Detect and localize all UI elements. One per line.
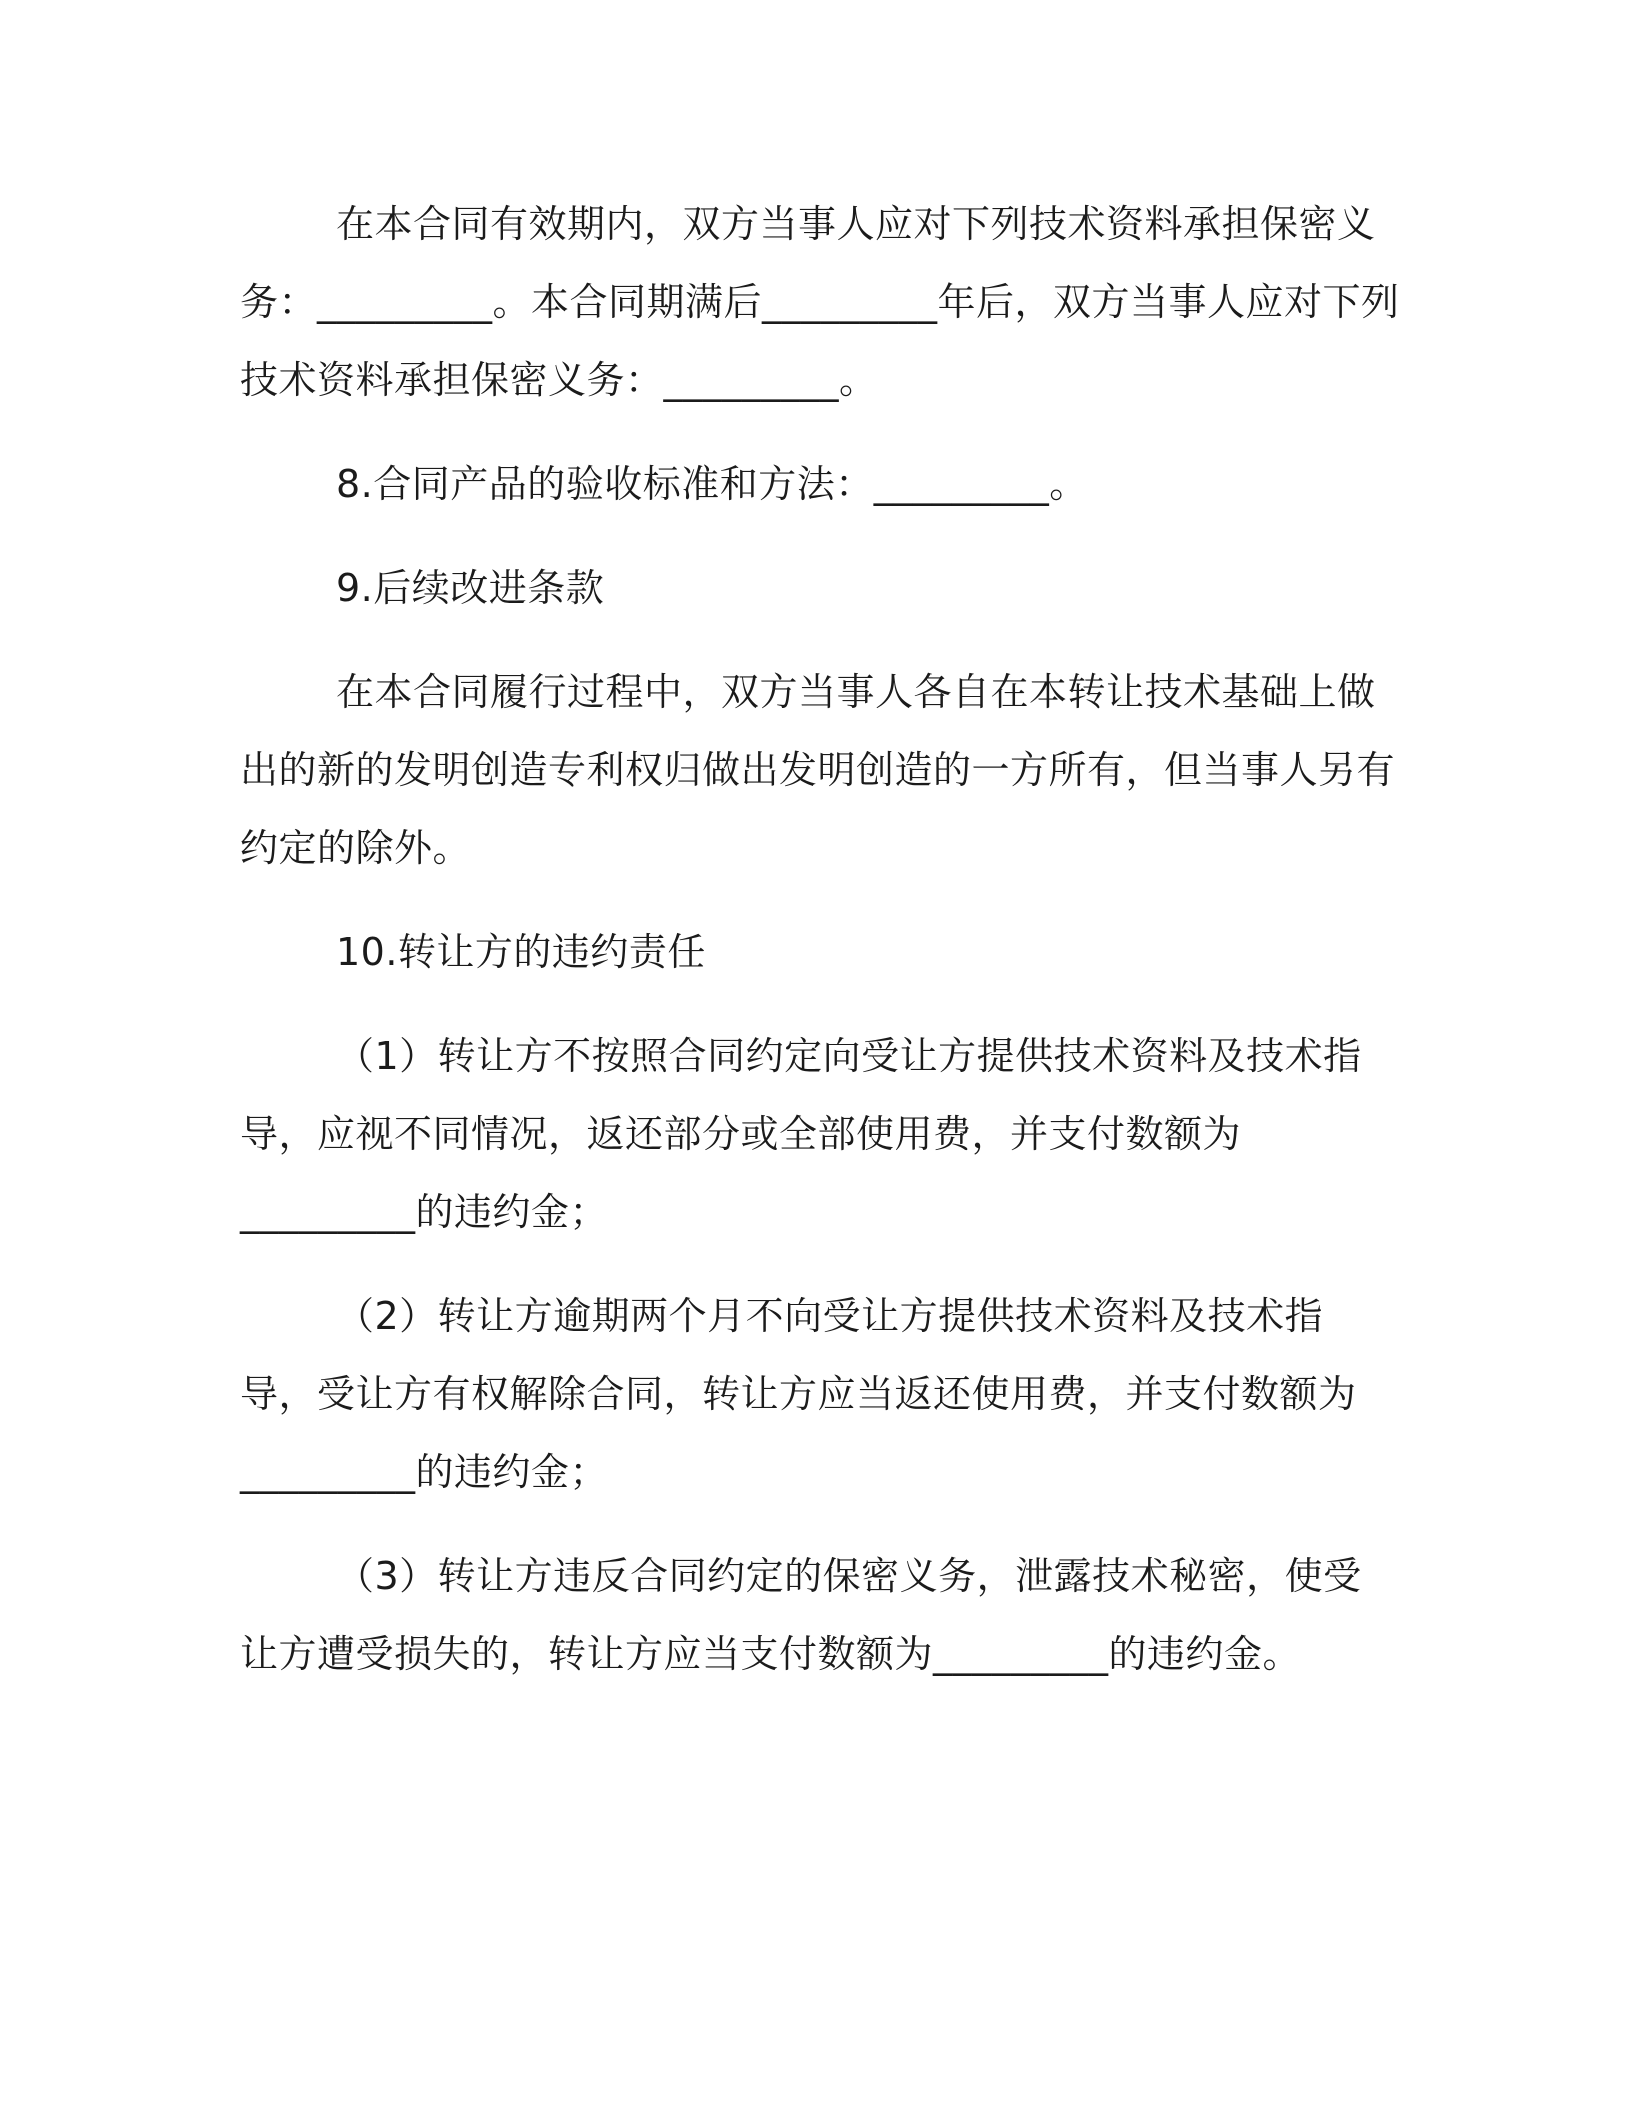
clause-10-item-1: （1）转让方不按照合同约定向受让方提供技术资料及技术指导，应视不同情况，返还部分或全部使用费，并支付数额为_________的违约金； [240, 1034, 1362, 1234]
clause-9-body: 在本合同履行过程中，双方当事人各自在本转让技术基础上做出的新的发明创造专利权归做出发明创造的一方所有，但当事人另有约定的除外。 [240, 670, 1396, 870]
clause-10-item-3: （3）转让方违反合同约定的保密义务，泄露技术秘密，使受让方遭受损失的，转让方应当支付数额为_________的违约金。 [240, 1554, 1362, 1676]
clause-9-heading: 9.后续改进条款 [336, 566, 605, 610]
clause-10-item-2: （2）转让方逾期两个月不向受让方提供技术资料及技术指导，受让方有权解除合同，转让方应当返还使用费，并支付数额为_________的违约金； [240, 1294, 1357, 1494]
confidentiality-paragraph: 在本合同有效期内，双方当事人应对下列技术资料承担保密义务：_________。本合同期满后_________年后，双方当事人应对下列技术资料承担保密义务：_________。 [240, 202, 1400, 402]
clause-8-acceptance: 8.合同产品的验收标准和方法：_________。 [336, 462, 1088, 506]
document-body [240, 185, 1400, 1719]
clause-10-heading: 10.转让方的违约责任 [336, 930, 706, 974]
